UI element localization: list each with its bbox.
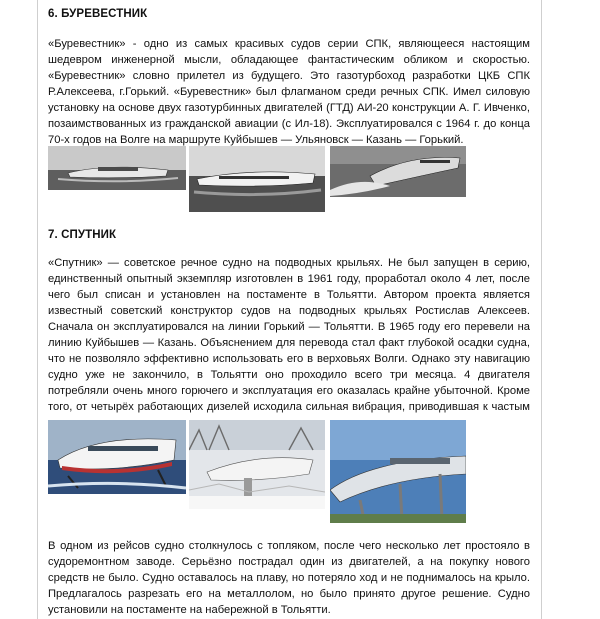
paragraph-burevestnik: «Буревестник» - одно из самых красивых судов серии СПК, являющееся настоящим шедевром инженерной мысли, обладающее фантастическим обликом и скоростью. «Буревестник» словно прилетел из будущего. Это газотурбоход разработки ЦКБ СПК Р.Алексеева, г.Горький. «Буревестник» был флагманом среди речных СПК. Имел силовую установку на основе двух газотурбинных двигателей (ГТД) АИ-20 конструкции А. Г. Ивченко, позаимствованных из гражданской авиации (с Ил-18). Эксплуатировался с 1964 г. до конца 70-х годов на Волге на маршруте Куйбышев — Ульяновск — Казань — Горький. xyxy=(48,38,530,146)
paragraph-sputnik: «Спутник» — советское речное судно на подводных крыльях. Не был запущен в серию, единственный опытный экземпляр изготовлен в 1961 году, проработал около 4 лет, после чего был списан и установлен на постаменте в Тольятти. Автором проекта является известный советский конструктор судов на подводных крыльях Ростислав Алексеев. Сначала он эксплуатировался на линии Горький — Тольятти. В 1965 году его перевели на линию Куйбышев — Казань. Объяснением для перевода стал факт глубокой осадки судна, что не позволяло эффективно использовать его в верховьях Волги. Однако эту навигацию судно уже не закончило, в Тольятти оно проходило всего три месяца. 4 двигателя потребляли очень много горючего и эксплуатация его оказалась крайне убыточной. Кроме того, от четырёх работающих дизелей исходила сильная вибрация, приводившая к частым xyxy=(48,257,530,413)
burevestnik-photo-1 xyxy=(48,146,186,190)
sputnik-photo-1 xyxy=(48,420,186,494)
section-heading-sputnik: 7. СПУТНИК xyxy=(48,229,117,241)
paragraph-sputnik-closing: В одном из рейсов судно столкнулось с топляком, после чего несколько лет простояло в судоремонтном заводе. Серьёзно пострадал один из двигателей, а на покупку нового средств не было. Судно оставалось на плаву, но потеряло ход и не поднималось на крыло. Предлагалось разрезать его на металлолом, но было принято другое решение. Судно установили на постаменте на набережной в Тольятти. xyxy=(48,540,530,616)
burevestnik-photo-2 xyxy=(189,146,325,212)
sputnik-photo-3 xyxy=(330,420,466,523)
section-heading-burevestnik: 6. БУРЕВЕСТНИК xyxy=(48,8,148,20)
burevestnik-photo-3 xyxy=(330,146,466,197)
sputnik-photo-2 xyxy=(189,420,325,509)
